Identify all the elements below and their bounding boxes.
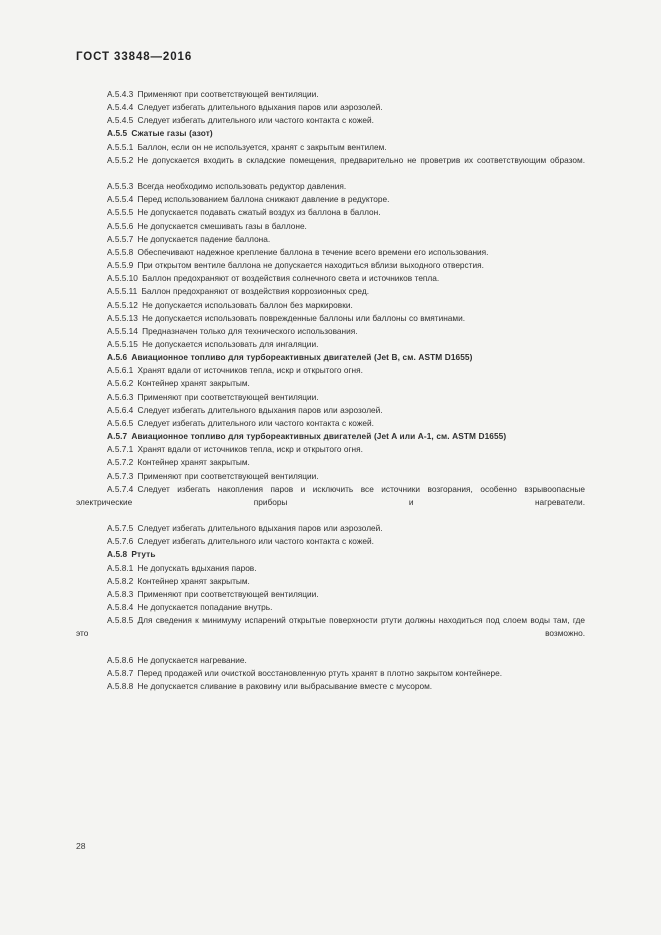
clause-paragraph bbox=[76, 220, 585, 233]
clause-text: Всегда необходимо использовать редуктор давления. bbox=[137, 181, 347, 192]
clause-number: A.5.6.2 bbox=[107, 378, 134, 389]
clause-text: Сжатые газы (азот) bbox=[131, 128, 213, 139]
clause-paragraph bbox=[76, 404, 585, 417]
clause-number: A.5.5.11 bbox=[107, 286, 138, 297]
clause-text: Следует избегать длительного вдыхания паров или аэрозолей. bbox=[137, 523, 383, 534]
clause-text: Авиационное топливо для турбореактивных двигателей (Jet A или A-1, см. ASTM D1655) bbox=[131, 431, 507, 442]
clause-paragraph bbox=[76, 364, 585, 377]
clause-text: Следует избегать длительного вдыхания паров или аэрозолей. bbox=[137, 102, 383, 113]
clause-paragraph bbox=[76, 246, 585, 259]
clause-paragraph bbox=[76, 588, 585, 601]
clause-number: A.5.7.1 bbox=[107, 444, 134, 455]
clause-paragraph bbox=[76, 338, 585, 351]
clause-number: A.5.6.1 bbox=[107, 365, 134, 376]
clause-paragraph bbox=[76, 614, 585, 653]
clause-number: A.5.5.8 bbox=[107, 246, 134, 257]
clause-paragraph bbox=[76, 654, 585, 667]
clause-number: A.5.4.5 bbox=[107, 115, 134, 126]
clause-paragraph bbox=[76, 114, 585, 127]
clause-number: A.5.4.3 bbox=[107, 89, 134, 99]
clause-paragraph bbox=[76, 443, 585, 456]
clause-number: A.5.5 bbox=[107, 128, 128, 139]
running-head-standard-number: ГОСТ 33848—2016 bbox=[76, 51, 193, 63]
clause-text: Не допускается входить в складские помещения, предварительно не проветрив их соответствующим образом. bbox=[137, 154, 585, 165]
clause-text: Применяют при соответствующей вентиляции. bbox=[137, 89, 319, 99]
clause-text: Контейнер хранят закрытым. bbox=[137, 575, 250, 586]
clause-heading bbox=[76, 430, 585, 443]
clause-text: Контейнер хранят закрытым. bbox=[137, 378, 250, 389]
clause-paragraph bbox=[76, 417, 585, 430]
clause-paragraph bbox=[76, 470, 585, 483]
clause-number: A.5.5.12 bbox=[107, 299, 138, 310]
clause-paragraph bbox=[76, 88, 585, 101]
clause-number: A.5.5.4 bbox=[107, 194, 134, 205]
clause-text: Баллон предохраняют от воздействия коррозионных сред. bbox=[141, 286, 370, 297]
clause-number: A.5.7.5 bbox=[107, 523, 134, 534]
clause-text: Для сведения к минимуму испарений открытые поверхности ртути должны находиться под слоем воды там, где это возможно. bbox=[76, 615, 585, 639]
clause-number: A.5.8.6 bbox=[107, 654, 134, 665]
clause-paragraph bbox=[76, 180, 585, 193]
clause-number: A.5.5.5 bbox=[107, 207, 134, 218]
clause-number: A.5.7.6 bbox=[107, 536, 134, 547]
clause-text: Не допускается использовать для ингаляции. bbox=[142, 338, 319, 349]
clause-number: A.5.8.4 bbox=[107, 602, 134, 613]
clause-text: Не допускается попадание внутрь. bbox=[137, 602, 273, 613]
clause-number: A.5.5.2 bbox=[107, 154, 134, 165]
clause-text: Перед использованием баллона снижают давление в редукторе. bbox=[137, 194, 390, 205]
clause-number: A.5.8.3 bbox=[107, 588, 134, 599]
clause-text: Следует избегать длительного или частого контакта с кожей. bbox=[137, 417, 374, 428]
clause-paragraph bbox=[76, 312, 585, 325]
clause-number: A.5.6.4 bbox=[107, 404, 134, 415]
clause-paragraph bbox=[76, 377, 585, 390]
clause-number: A.5.6.3 bbox=[107, 391, 134, 402]
clause-paragraph bbox=[76, 391, 585, 404]
clause-text: Следует избегать длительного или частого контакта с кожей. bbox=[137, 536, 374, 547]
clause-paragraph bbox=[76, 272, 585, 285]
clause-number: A.5.5.13 bbox=[107, 312, 138, 323]
clause-paragraph bbox=[76, 483, 585, 522]
clause-paragraph bbox=[76, 101, 585, 114]
clause-number: A.5.5.7 bbox=[107, 233, 134, 244]
clause-paragraph bbox=[76, 206, 585, 219]
clause-number: A.5.5.9 bbox=[107, 260, 134, 271]
clause-text: Не допускается падение баллона. bbox=[137, 233, 271, 244]
clause-paragraph bbox=[76, 141, 585, 154]
clause-paragraph bbox=[76, 154, 585, 180]
clause-paragraph bbox=[76, 680, 585, 693]
clause-text: Авиационное топливо для турбореактивных двигателей (Jet B, см. ASTM D1655) bbox=[131, 352, 473, 363]
clause-text: Обеспечивают надежное крепление баллона в течение всего времени его использования. bbox=[137, 246, 489, 257]
clause-paragraph bbox=[76, 325, 585, 338]
clause-text: Следует избегать длительного или частого контакта с кожей. bbox=[137, 115, 374, 126]
clause-text: Хранят вдали от источников тепла, искр и открытого огня. bbox=[137, 444, 363, 455]
clause-text: Применяют при соответствующей вентиляции. bbox=[137, 470, 319, 481]
clause-number: A.5.8.8 bbox=[107, 681, 134, 692]
clause-text: Не допускается использовать поврежденные баллоны или баллоны со вмятинами. bbox=[142, 312, 466, 323]
clause-paragraph bbox=[76, 562, 585, 575]
clause-paragraph bbox=[76, 285, 585, 298]
clause-text: При открытом вентиле баллона не допускается находиться вблизи выходного отверстия. bbox=[137, 260, 484, 271]
clause-number: A.5.5.10 bbox=[107, 273, 138, 284]
clause-text: Баллон, если он не используется, хранят с закрытым вентилем. bbox=[137, 141, 387, 152]
clause-paragraph bbox=[76, 193, 585, 206]
clause-text: Предназначен только для технического использования. bbox=[142, 325, 358, 336]
clause-number: A.5.8 bbox=[107, 549, 128, 560]
clause-paragraph bbox=[76, 535, 585, 548]
clause-paragraph bbox=[76, 233, 585, 246]
clause-number: A.5.8.2 bbox=[107, 575, 134, 586]
clause-text: Баллон предохраняют от воздействия солнечного света и источников тепла. bbox=[142, 273, 440, 284]
clause-paragraph bbox=[76, 259, 585, 272]
clause-number: A.5.7.4 bbox=[107, 483, 134, 494]
clause-text: Применяют при соответствующей вентиляции. bbox=[137, 588, 319, 599]
clause-number: A.5.5.15 bbox=[107, 338, 138, 349]
clause-paragraph bbox=[76, 456, 585, 469]
clause-paragraph bbox=[76, 601, 585, 614]
clause-number: A.5.8.1 bbox=[107, 562, 134, 573]
clause-number: A.5.5.14 bbox=[107, 325, 138, 336]
clause-heading bbox=[76, 548, 585, 561]
clause-text: Не допускается использовать баллон без маркировки. bbox=[142, 299, 353, 310]
page-body-text bbox=[76, 88, 585, 693]
clause-number: A.5.8.7 bbox=[107, 667, 134, 678]
clause-paragraph bbox=[76, 522, 585, 535]
clause-text: Контейнер хранят закрытым. bbox=[137, 457, 250, 468]
clause-text: Применяют при соответствующей вентиляции. bbox=[137, 391, 319, 402]
page-number: 28 bbox=[76, 841, 86, 851]
clause-number: A.5.4.4 bbox=[107, 102, 134, 113]
clause-text: Ртуть bbox=[131, 549, 156, 560]
clause-number: A.5.7.3 bbox=[107, 470, 134, 481]
clause-number: A.5.8.5 bbox=[107, 615, 134, 626]
clause-heading bbox=[76, 127, 585, 140]
clause-number: A.5.5.3 bbox=[107, 181, 134, 192]
clause-paragraph bbox=[76, 575, 585, 588]
clause-text: Не допускать вдыхания паров. bbox=[137, 562, 257, 573]
clause-text: Следует избегать накопления паров и исключить все источники возгорания, особенно взрывоопасные электрические приборы и нагреватели. bbox=[76, 483, 585, 507]
clause-paragraph bbox=[76, 667, 585, 680]
clause-text: Хранят вдали от источников тепла, искр и открытого огня. bbox=[137, 365, 363, 376]
clause-number: A.5.5.1 bbox=[107, 141, 134, 152]
clause-text: Не допускается подавать сжатый воздух из баллона в баллон. bbox=[137, 207, 381, 218]
clause-text: Перед продажей или очисткой восстановленную ртуть хранят в плотно закрытом контейнере. bbox=[137, 667, 503, 678]
clause-number: A.5.6 bbox=[107, 352, 128, 363]
clause-number: A.5.7.2 bbox=[107, 457, 134, 468]
clause-number: A.5.5.6 bbox=[107, 220, 134, 231]
clause-text: Не допускается нагревание. bbox=[137, 654, 247, 665]
clause-number: A.5.6.5 bbox=[107, 417, 134, 428]
clause-heading bbox=[76, 351, 585, 364]
clause-number: A.5.7 bbox=[107, 431, 128, 442]
clause-text: Не допускается смешивать газы в баллоне. bbox=[137, 220, 307, 231]
clause-text: Не допускается сливание в раковину или выбрасывание вместе с мусором. bbox=[137, 681, 433, 692]
clause-text: Следует избегать длительного вдыхания паров или аэрозолей. bbox=[137, 404, 383, 415]
clause-paragraph bbox=[76, 299, 585, 312]
